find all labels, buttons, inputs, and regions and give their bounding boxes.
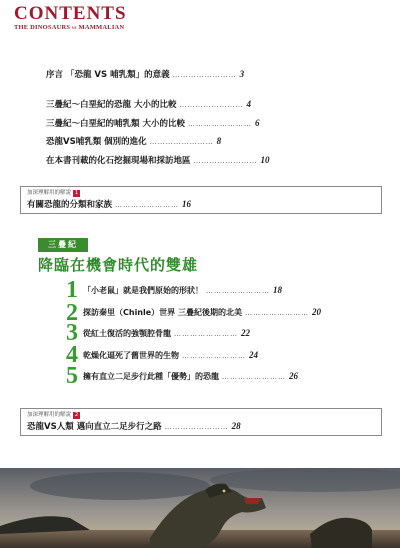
chapter-number: 2 xyxy=(66,300,78,326)
leader-dots: …………………… xyxy=(182,352,246,360)
page-number: 10 xyxy=(260,155,270,165)
toc-entry-text: 從紅土復活的強顎腔骨龍 xyxy=(83,329,171,338)
box-tag xyxy=(27,412,80,419)
leader-dots: …………………… xyxy=(164,423,229,431)
box-tag-number: 1 xyxy=(75,190,79,196)
page-number: 18 xyxy=(273,285,282,295)
page-number: 3 xyxy=(239,69,245,79)
subtitle-vs: vs xyxy=(72,26,77,31)
dinosaur-photo xyxy=(0,468,400,548)
toc-entry-mammal-size[interactable] xyxy=(46,117,259,129)
page-number: 16 xyxy=(182,199,192,209)
box-tag xyxy=(27,190,80,197)
leader-dots: …………………… xyxy=(206,287,270,295)
chapter-number: 4 xyxy=(66,342,78,368)
toc-entry-text: 在本書刊載的化石挖掘現場和採訪地區 xyxy=(46,156,191,166)
leader-dots: …………………… xyxy=(179,101,244,109)
toc-entry-text: 序言 「恐龍 VS 哺乳類」的意義 xyxy=(46,70,170,80)
toc-entry-text: 三疊紀～白堊紀的恐龍 大小的比較 xyxy=(46,100,177,110)
leader-dots: …………………… xyxy=(115,201,180,209)
contents-subtitle xyxy=(14,24,124,31)
leader-dots: …………………… xyxy=(222,373,286,381)
page-number: 4 xyxy=(246,99,251,109)
leader-dots: …………………… xyxy=(172,71,237,79)
chapter-entry-4[interactable] xyxy=(83,350,258,361)
leader-dots: …………………… xyxy=(149,138,214,146)
box-tag-label: 加深理解用的解說 xyxy=(27,190,72,196)
leader-dots: …………………… xyxy=(187,120,252,128)
contents-title: CONTENTS xyxy=(14,3,127,24)
page-number: 22 xyxy=(241,328,250,338)
box-entry xyxy=(27,420,241,432)
leader-dots: …………………… xyxy=(244,309,309,317)
toc-entry-text: 三疊紀～白堊紀的哺乳類 大小的比較 xyxy=(46,119,185,129)
toc-entry-text: 擁有直立二足步行此種「優勢」的恐龍 xyxy=(83,372,219,381)
leader-dots: …………………… xyxy=(193,157,258,165)
box-entry xyxy=(27,198,191,210)
page-number: 28 xyxy=(231,421,241,431)
toc-entry-text: 恐龍VS人類 邁向直立二足步行之路 xyxy=(27,422,162,432)
chapter-number: 1 xyxy=(66,277,78,303)
chapter-number: 3 xyxy=(66,320,78,346)
toc-entry-text: 「小老鼠」就是我們原始的形狀！ xyxy=(83,286,203,295)
subtitle-left: THE DINOSAURS xyxy=(14,24,71,31)
toc-entry-text: 恐龍VS哺乳類 個別的進化 xyxy=(46,137,147,147)
toc-entry-text: 探訪秦里（Chinle）世界 三疊紀後期的北美 xyxy=(83,308,242,317)
page-number: 26 xyxy=(289,371,298,381)
chapter-entry-3[interactable] xyxy=(83,328,250,339)
chapter-entry-5[interactable] xyxy=(83,371,298,382)
page-number: 20 xyxy=(311,307,321,317)
toc-entry-preface[interactable] xyxy=(46,68,244,80)
era-badge: 三疊紀 xyxy=(38,238,88,252)
explanation-box-1[interactable] xyxy=(20,186,382,214)
dinosaur-scene-illustration xyxy=(0,468,400,548)
page-number: 8 xyxy=(216,136,222,146)
page-number: 24 xyxy=(249,350,258,360)
toc-entry-fossil-sites[interactable] xyxy=(46,154,270,166)
toc-entry-evolution[interactable] xyxy=(46,135,221,147)
toc-entry-text: 有關恐龍的分類和家族 xyxy=(27,200,113,210)
toc-entry-dinosaur-size[interactable] xyxy=(46,98,251,110)
chapter-entry-1[interactable] xyxy=(83,285,282,296)
box-tag-label: 加深理解用的解說 xyxy=(27,412,72,418)
chapter-number: 5 xyxy=(66,363,78,389)
explanation-box-2[interactable] xyxy=(20,408,382,436)
leader-dots: …………………… xyxy=(174,330,238,338)
page-number: 6 xyxy=(254,118,260,128)
era-title: 降臨在機會時代的雙雄 xyxy=(38,256,199,274)
subtitle-right: MAMMALIAN xyxy=(78,24,125,31)
toc-entry-text: 乾燥化逼死了舊世界的生物 xyxy=(83,351,179,360)
chapter-entry-2[interactable] xyxy=(83,307,321,318)
box-tag-number: 2 xyxy=(75,412,79,418)
